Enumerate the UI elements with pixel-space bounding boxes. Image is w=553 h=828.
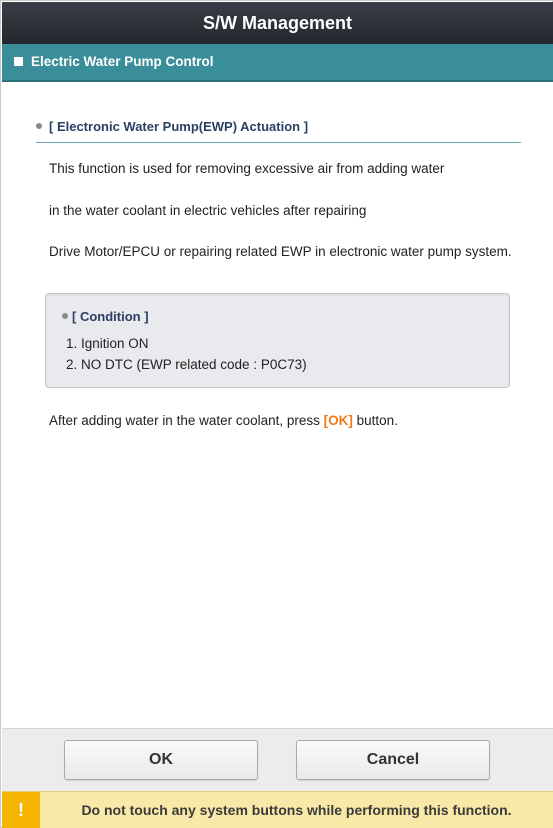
cancel-button[interactable]: Cancel xyxy=(296,740,490,780)
warning-bar xyxy=(2,791,553,828)
instruction-before: After adding water in the water coolant, press xyxy=(49,413,324,428)
condition-box xyxy=(45,293,510,388)
condition-item: 2. NO DTC (EWP related code : P0C73) xyxy=(66,357,307,372)
warning-icon: ! xyxy=(2,792,40,828)
section-header xyxy=(2,44,553,82)
bullet-icon xyxy=(62,313,68,319)
ok-button[interactable]: OK xyxy=(64,740,258,780)
window-title: S/W Management xyxy=(2,2,553,44)
content-area xyxy=(2,82,553,728)
description-line-3: Drive Motor/EPCU or repairing related EWP in electronic water pump system. xyxy=(49,244,512,259)
description-line-2: in the water coolant in electric vehicles after repairing xyxy=(49,203,367,218)
instruction-after: button. xyxy=(352,413,398,428)
function-heading xyxy=(36,118,521,143)
bullet-icon xyxy=(36,123,42,129)
instruction-ok-highlight: [OK] xyxy=(323,413,353,428)
section-title: Electric Water Pump Control xyxy=(31,54,214,69)
function-heading-text: [ Electronic Water Pump(EWP) Actuation ] xyxy=(49,119,309,134)
warning-text: Do not touch any system buttons while performing this function. xyxy=(81,802,512,818)
button-bar xyxy=(2,728,553,791)
condition-title-text: [ Condition ] xyxy=(72,309,149,324)
instruction-text xyxy=(49,413,398,428)
condition-item: 1. Ignition ON xyxy=(66,336,149,351)
square-bullet-icon xyxy=(14,57,23,66)
condition-title xyxy=(62,309,149,324)
description-line-1: This function is used for removing excessive air from adding water xyxy=(49,161,445,176)
